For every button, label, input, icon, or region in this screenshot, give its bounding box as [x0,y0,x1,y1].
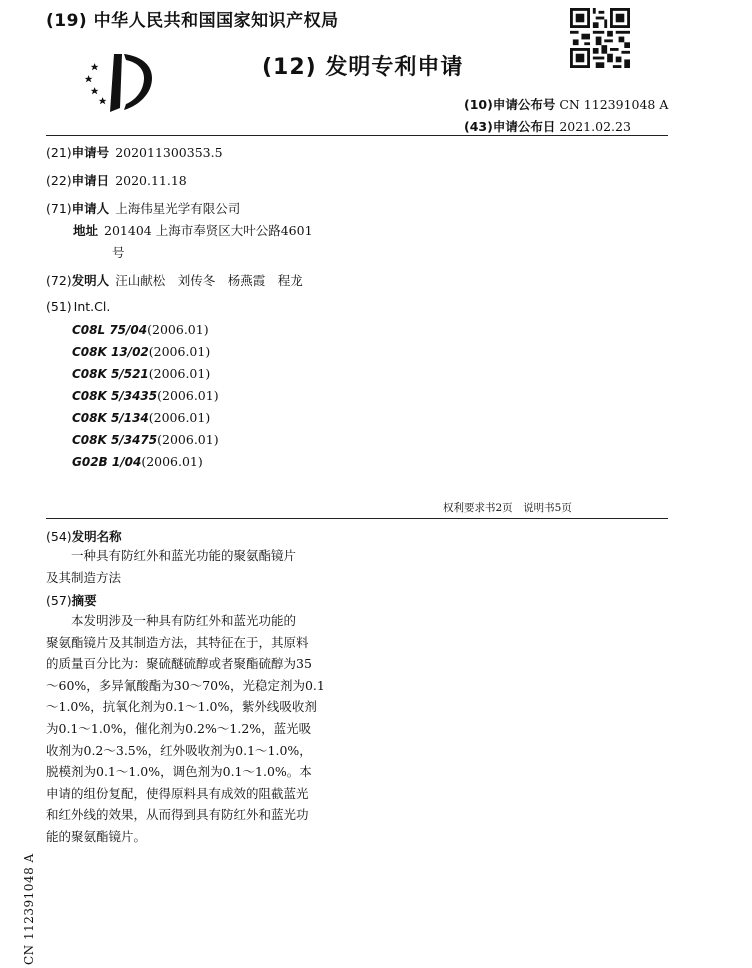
invention-title [46,545,356,588]
ipc-version: (2006.01) [148,366,211,381]
abstract-line: 本发明涉及一种具有防红外和蓝光功能的 [46,613,297,628]
office-code: (19) [46,11,88,31]
abstract-line: 脱模剂为0.1～1.0%，调色剂为0.1～1.0%。本 [46,764,312,780]
abstract-line: ～60%，多异氰酸酯为30～70%，光稳定剂为0.1 [46,677,325,693]
ipc-version: (2006.01) [147,322,209,337]
office-name: 中华人民共和国国家知识产权局 [93,11,339,31]
abstract-line: 申请的组份复配，使得原料具有成效的阻截蓝光 [46,785,309,801]
applicant-field [46,199,240,217]
section-code: (54) [46,529,72,544]
header-rule [46,135,668,136]
document-type [262,50,463,81]
inventor-field [46,271,303,289]
abstract-text [46,610,356,848]
ipc-version: (2006.01) [157,388,219,403]
ipc-version: (2006.01) [141,454,203,469]
ipc-entry [72,322,209,337]
field-label: 申请人 [71,201,110,216]
pub-number-code: (10) [464,97,493,112]
field-code: (72) [46,273,72,288]
ipc-entry [72,388,219,403]
pub-number-label: 申请公布号 [492,97,556,112]
side-publication-number: CN 112391048 A [22,853,36,965]
field-code: (22) [46,173,72,188]
address-field [73,221,313,239]
title-line: 一种具有防红外和蓝光功能的聚氨酯镜片 [71,548,297,563]
field-label: Int.Cl. [73,299,111,314]
ipc-class: C08K 5/3475 [72,433,158,447]
abstract-heading [46,591,97,609]
application-date: 2020.11.18 [115,173,187,188]
invention-title-heading [46,527,122,545]
field-label: 申请日 [71,173,110,188]
applicant-name: 上海伟星光学有限公司 [115,201,241,216]
ipc-version: (2006.01) [157,432,219,447]
office-header [46,6,339,31]
doc-type-code: (12) [262,55,317,80]
ipc-class: C08K 5/521 [72,367,149,381]
title-line: 及其制造方法 [46,569,122,585]
ipc-class: C08K 5/3435 [72,389,158,403]
doc-type-name: 发明专利申请 [325,55,464,80]
ipc-entry [72,344,210,359]
publication-date-row [464,117,631,135]
field-code: (71) [46,201,72,216]
address-continuation [112,243,125,261]
field-code: (21) [46,145,72,160]
application-number-field [46,143,223,161]
ipc-version: (2006.01) [148,344,211,359]
section-label: 摘要 [71,593,97,608]
address-line-1: 201404 上海市奉贤区大叶公路4601 [104,223,313,238]
ipc-entry [72,410,210,425]
section-rule [46,518,668,519]
publication-number-row [464,95,668,113]
application-date-field [46,171,187,189]
pub-date-label: 申请公布日 [492,119,556,134]
abstract-line: 的质量百分比为：聚硫醚硫醇或者聚酯硫醇为35 [46,656,312,672]
abstract-line: 能的聚氨酯镜片。 [46,828,147,844]
ipc-version: (2006.01) [148,410,211,425]
pub-date-code: (43) [464,119,493,134]
pages-note: 权利要求书2页 说明书5页 [443,502,572,514]
abstract-line: ～1.0%，抗氧化剂为0.1～1.0%，紫外线吸收剂 [46,699,317,715]
inventor-names: 汪山献松 刘传冬 杨燕霞 程龙 [115,273,303,288]
abstract-line: 和红外线的效果，从而得到具有防红外和蓝光功 [46,807,309,823]
ipc-entry [72,366,210,381]
abstract-line: 收剂为0.2～3.5%，红外吸收剂为0.1～1.0%， [46,742,312,758]
application-number: 202011300353.5 [115,145,223,160]
field-label: 地址 [73,223,99,238]
qr-code-icon [570,8,630,68]
ipc-field [46,299,110,314]
pub-number-value: CN 112391048 A [559,97,669,112]
section-label: 发明名称 [71,529,122,544]
abstract-line: 为0.1～1.0%，催化剂为0.2%～1.2%，蓝光吸 [46,720,312,736]
field-label: 申请号 [71,145,110,160]
ipc-class: C08K 5/134 [72,411,149,425]
ipc-class: C08L 75/04 [72,323,148,337]
field-code: (51) [46,299,72,314]
cnipa-logo-icon [80,50,162,116]
ipc-class: G02B 1/04 [72,455,142,469]
abstract-line: 聚氨酯镜片及其制造方法，其特征在于，其原料 [46,634,309,650]
ipc-class: C08K 13/02 [72,345,149,359]
pub-date-value: 2021.02.23 [559,119,631,134]
address-line-2: 号 [112,245,125,260]
ipc-entry [72,454,203,469]
section-code: (57) [46,593,72,608]
field-label: 发明人 [71,273,110,288]
ipc-entry [72,432,219,447]
